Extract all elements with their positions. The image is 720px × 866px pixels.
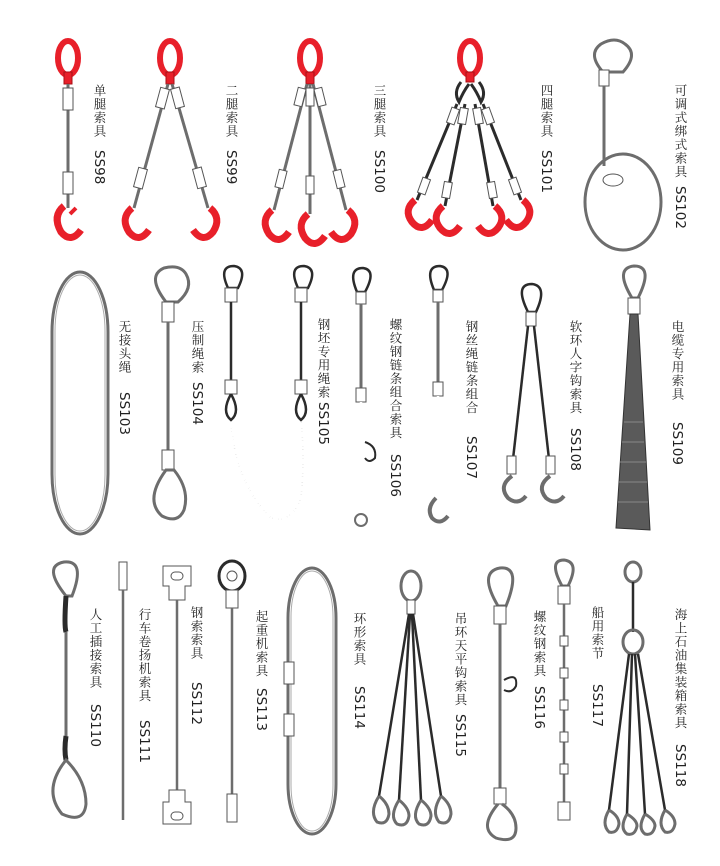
product-name: 二腿索具 [224, 84, 239, 138]
crane-sling-image [210, 556, 280, 846]
product-name: 钢坯专用绳索 [316, 318, 331, 399]
steel-cable-sling-image [155, 556, 215, 846]
soft-loop-hook-sling-image [490, 262, 600, 542]
product-ss107[interactable] [420, 262, 500, 542]
product-name: 螺纹钢链条组合索具 [388, 318, 403, 440]
product-ss106[interactable] [345, 262, 415, 542]
rebar-chain-sling-image [345, 262, 415, 542]
product-ss99[interactable] [110, 0, 260, 260]
product-name: 起重机索具 [254, 610, 269, 678]
product-name: 无接头绳 [117, 320, 132, 374]
product-name: 人工插接索具 [88, 608, 103, 689]
product-ss110[interactable] [0, 556, 110, 846]
product-code: SS110 [87, 704, 103, 747]
product-ss109[interactable] [600, 262, 720, 542]
product-code: SS106 [387, 454, 403, 497]
product-code: SS103 [116, 392, 132, 435]
product-name: 行车卷扬机索具 [137, 608, 152, 703]
product-code: SS109 [669, 422, 685, 465]
product-name: 吊环天平钩索具 [453, 612, 468, 707]
product-name: 船用索节 [590, 606, 605, 660]
wire-chain-combo-image [420, 262, 500, 542]
cable-sling-image [600, 262, 720, 542]
product-code: SS108 [567, 428, 583, 471]
product-name: 单腿索具 [92, 84, 107, 138]
adjustable-sling-image [565, 0, 720, 260]
product-code: SS99 [223, 150, 239, 185]
product-name: 可调式绑式索具 [673, 84, 688, 179]
product-name: 软环人字钩索具 [568, 320, 583, 415]
product-ss103[interactable] [0, 262, 140, 542]
product-name: 螺纹钢索具 [532, 610, 547, 678]
product-name: 海上石油集装箱索具 [673, 608, 688, 730]
product-name: 压制绳索 [190, 320, 205, 374]
product-ss113[interactable] [210, 556, 280, 846]
product-code: SS118 [672, 744, 688, 787]
product-ss100[interactable] [250, 0, 400, 260]
product-ss108[interactable] [490, 262, 600, 542]
product-name: 环形索具 [352, 612, 367, 666]
offshore-container-sling-image [605, 556, 720, 846]
product-code: SS104 [189, 382, 205, 425]
product-ss105[interactable] [210, 262, 350, 542]
product-name: 三腿索具 [372, 84, 387, 138]
product-ss118[interactable] [605, 556, 720, 846]
hand-spliced-sling-image [0, 556, 110, 846]
product-code: SS114 [351, 686, 367, 729]
product-name: 钢丝绳链条组合 [464, 320, 479, 415]
product-code: SS111 [136, 720, 152, 763]
product-code: SS115 [452, 714, 468, 757]
product-code: SS117 [589, 684, 605, 727]
product-ss115[interactable] [365, 556, 475, 846]
product-name: 四腿索具 [539, 84, 554, 138]
product-ss112[interactable] [155, 556, 215, 846]
product-ss102[interactable] [565, 0, 720, 260]
product-code: SS113 [253, 688, 269, 731]
product-code: SS98 [91, 150, 107, 185]
product-ss101[interactable] [395, 0, 565, 260]
product-ss104[interactable] [140, 262, 220, 542]
product-ss116[interactable] [470, 556, 550, 846]
product-name: 电缆专用索具 [670, 320, 685, 401]
product-code: SS112 [188, 682, 204, 725]
product-code: SS100 [371, 150, 387, 193]
product-code: SS105 [315, 402, 331, 445]
pressed-rope-image [140, 262, 220, 542]
product-code: SS116 [531, 686, 547, 729]
product-code: SS101 [538, 150, 554, 193]
product-name: 钢索索具 [189, 606, 204, 660]
product-code: SS102 [672, 186, 688, 229]
product-code: SS107 [463, 436, 479, 479]
